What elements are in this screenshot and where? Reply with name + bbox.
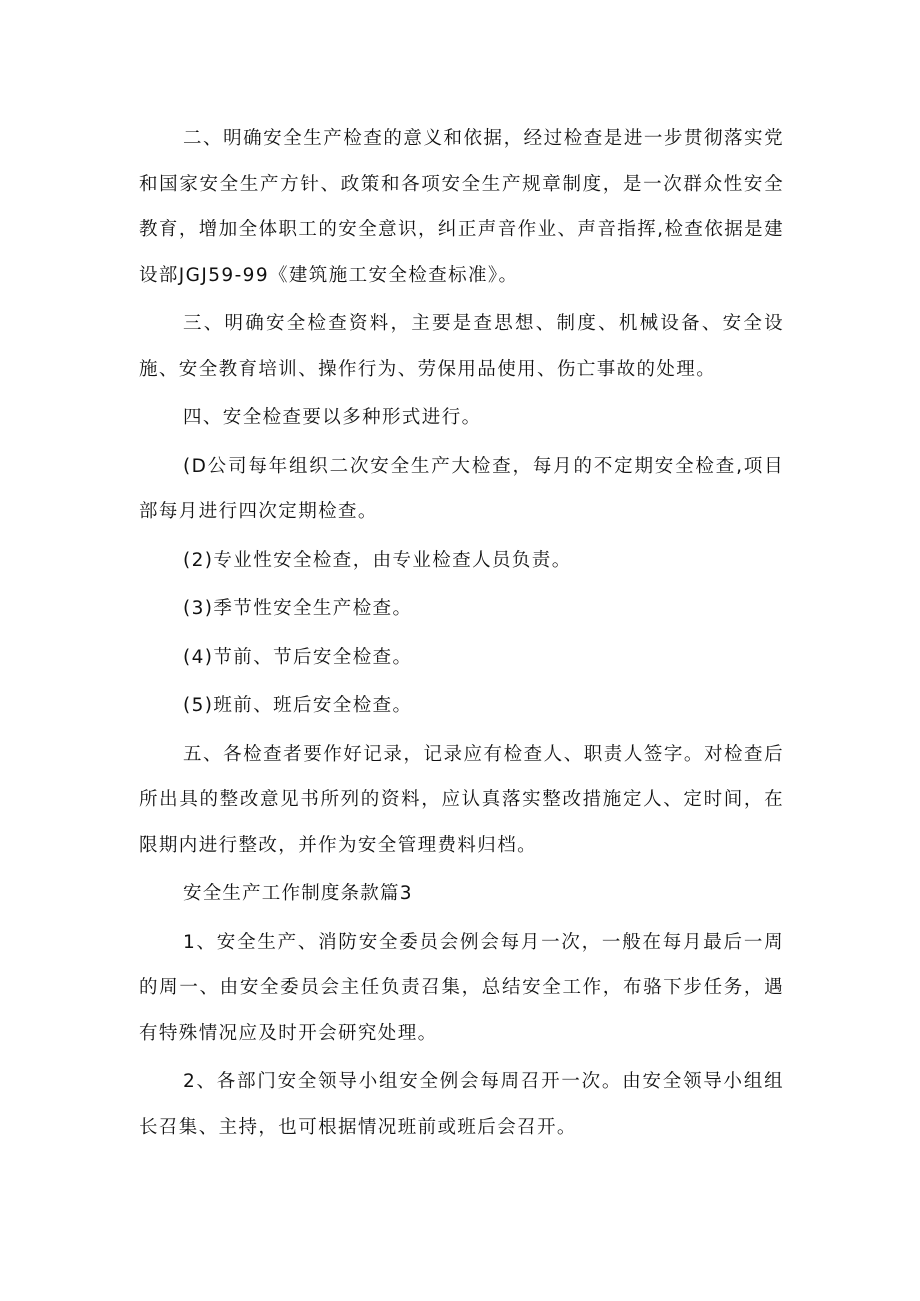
section-heading: 安全生产工作制度条款篇3 [183, 883, 413, 904]
paragraph-inspection-purpose: 二、明确安全生产检查的意义和依据，经过检查是进一步贯彻落实党和国家安全生产方针、政策和各项安全生产规章制度，是一次群众性安全教育，增加全体职工的安全意识，纠正声音作业、声音指挥,检查依据是建设部JGJ59-99《建筑施工安全检查标准》。 [139, 128, 784, 286]
list-item-holiday-inspection: (4)节前、节后安全检查。 [183, 646, 413, 668]
list-item-specialized-inspection: (2)专业性安全检查，由专业检查人员负责。 [183, 549, 572, 571]
paragraph-records: 五、各检查者要作好记录，记录应有检查人、职责人签字。对检查后所出具的整改意见书所列的资料，应认真落实整改措施定人、定时间，在限期内进行整改，并作为安全管理费料归档。 [139, 743, 784, 856]
paragraph-inspection-content: 三、明确安全检查资料，主要是查思想、制度、机械设备、安全设施、安全教育培训、操作行为、劳保用品使用、伤亡事故的处理。 [139, 313, 784, 380]
document-body [139, 116, 784, 1153]
list-item-company-inspection: (D公司每年组织二次安全生产大检查，每月的不定期安全检查,项目部每月进行四次定期检查。 [139, 455, 784, 522]
list-item-shift-inspection: (5)班前、班后安全检查。 [183, 695, 413, 716]
paragraph-committee-meeting: 1、安全生产、消防安全委员会例会每月一次，一般在每月最后一周的周一、由安全委员会主任负责召集，总结安全工作，布骆下步任务，遇有特殊情况应及时开会研究处理。 [139, 931, 784, 1044]
paragraph-department-meeting: 2、各部门安全领导小组安全例会每周召开一次。由安全领导小组组长召集、主持，也可根据情况班前或班后会召开。 [139, 1071, 784, 1138]
list-item-seasonal-inspection: (3)季节性安全生产检查。 [183, 598, 413, 619]
paragraph-inspection-forms: 四、安全检查要以多种形式进行。 [183, 407, 482, 428]
